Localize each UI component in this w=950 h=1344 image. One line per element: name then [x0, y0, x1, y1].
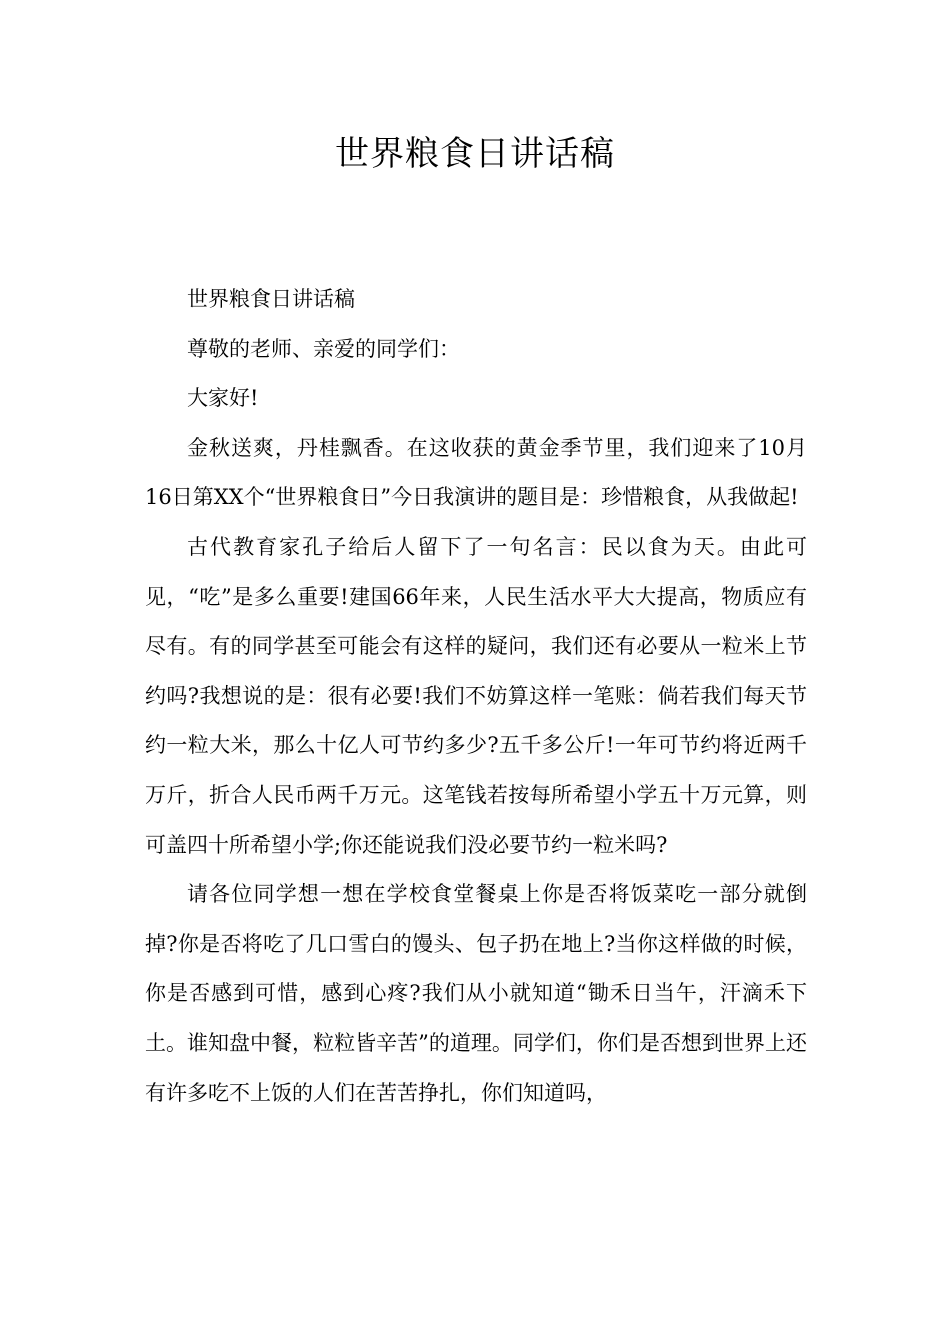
document-title: 世界粮食日讲话稿	[335, 134, 615, 174]
paragraph-body-1: 古代教育家孔子给后人留下了一句名言：民以食为天。由此可见，“吃”是多么重要!建国66年来，人民生活水平大大提高，物质应有尽有。有的同学甚至可能会有这样的疑问，我们还有必要从一粒米上节约吗?我想说的是：很有必要!我们不妨算这样一笔账：倘若我们每天节约一粒大米，那么十亿人可节约多少?五千多公斤!一年可节约将近两千万斤，折合人民币两千万元。这笔钱若按每所希望小学五十万元算，则可盖四十所希望小学;你还能说我们没必要节约一粒米吗?	[145, 534, 807, 857]
paragraph-salutation: 尊敬的老师、亲爱的同学们：	[187, 336, 460, 361]
paragraph-intro: 金秋送爽，丹桂飘香。在这收获的黄金季节里，我们迎来了10月16日第XX个“世界粮食日”今日我演讲的题目是：珍惜粮食，从我做起!	[145, 435, 807, 510]
paragraph-body-2: 请各位同学想一想在学校食堂餐桌上你是否将饭菜吃一部分就倒掉?你是否将吃了几口雪白的馒头、包子扔在地上?当你这样做的时候，你是否感到可惜，感到心疼?我们从小就知道“锄禾日当午，汗滴禾下土。谁知盘中餐，粒粒皆辛苦”的道理。同学们，你们是否想到世界上还有许多吃不上饭的人们在苦苦挣扎，你们知道吗，	[145, 882, 807, 1105]
paragraph-greeting: 大家好!	[187, 386, 259, 411]
paragraph-subtitle: 世界粮食日讲话稿	[187, 287, 355, 311]
document-body	[145, 275, 807, 1118]
